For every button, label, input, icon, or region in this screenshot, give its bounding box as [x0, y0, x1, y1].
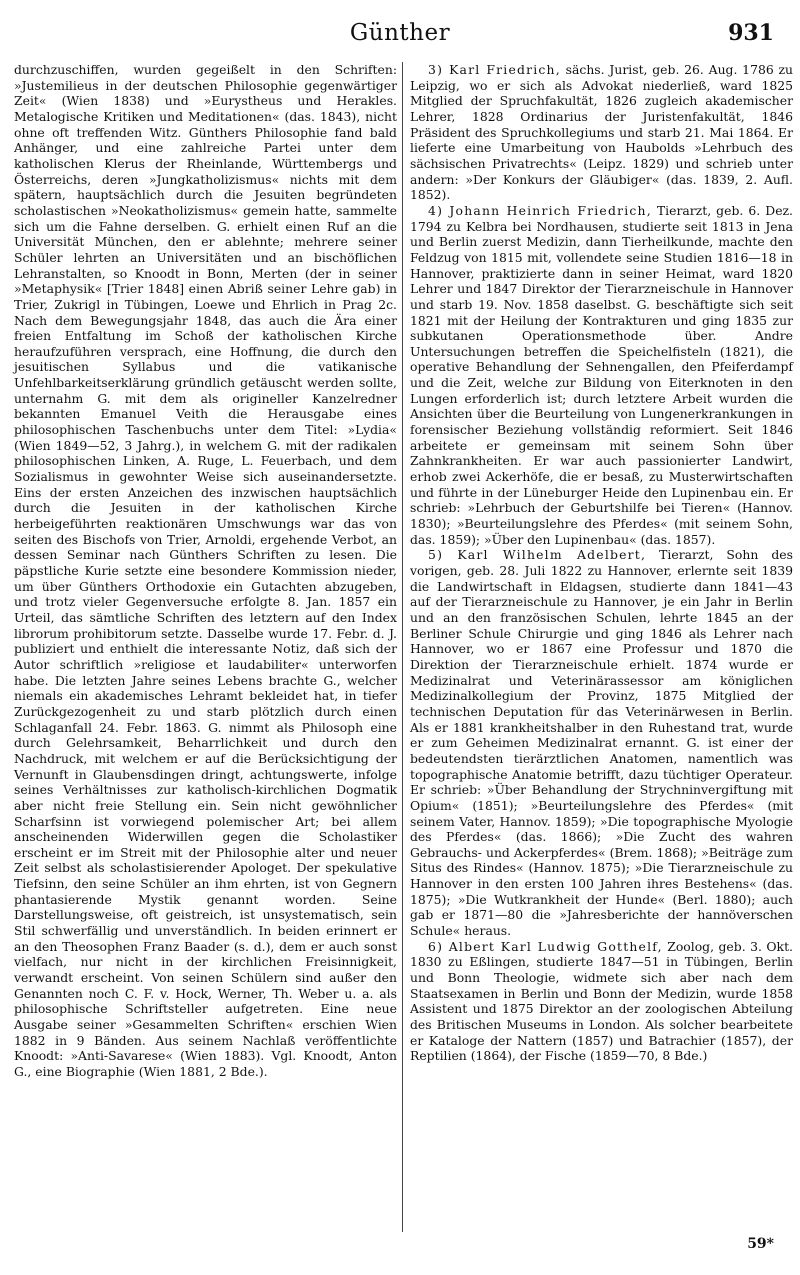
entry-4 — [410, 203, 793, 547]
entry-6-text: Zoolog, geb. 3. Okt. 1830 zu Eßlingen, studierte 1847—51 in Tübingen, Berlin und Bonn Theologie, widmete sich aber nach dem Staatsexamen in Berlin und Bonn der Medizin, wurde 1858 Assistent und 1875 Direktor an der zoologischen Abteilung des Britischen Museums in London. Als solcher bearbeitete er Kataloge der Nattern (1857) und Batrachier (1857), der Reptilien (1864), der Fische (1859—70, 8 Bde.) — [410, 938, 793, 1064]
entry-6-name: 6) Albert Karl Ludwig Gotthelf, — [428, 938, 663, 954]
entry-3-name: 3) Karl Friedrich, — [428, 62, 561, 77]
right-column — [410, 62, 793, 1064]
entry-5 — [410, 547, 793, 938]
entry-6 — [410, 939, 793, 1064]
entry-5-text: Tierarzt, Sohn des vorigen, geb. 28. Juli 1822 zu Hannover, erlernte seit 1839 die Landwirtschaft in Eldagsen, studierte dann 1841—43 auf der Tierarzneischule zu Hannover, je ein Jahr in Berlin und an den französischen Schulen, lehrte 1845 an der Berliner Schule Chirurgie und ging 1846 als Lehrer nach Hannover, wo er 1867 eine Professur und 1870 die Direktion der Tierarzneischule erhielt. 1874 wurde er Medizinalrat und Veterinärassessor am königlichen Medizinalkollegium der Provinz, 1875 Mitglied der technischen Deputation für das Veterinärwesen in Berlin. Als er 1881 krankheitshalber in den Ruhestand trat, wurde er zum Geheimen Medizinalrat ernannt. G. ist einer der bedeutendsten tierärztlichen Anatomen, namentlich was topographische Anatomie betrifft, dazu tüchtiger Operateur. Er schrieb: »Über Behandlung der Strychninvergiftung mit Opium« (1851); »Beurteilungslehre des Pferdes« (mit seinem Vater, Hannov. 1859); »Die topographische Myologie des Pferdes« (das. 1866); »Die Zucht des wahren Gebrauchs- und Ackerpferdes« (Brem. 1868); »Beiträge zum Situs des Rindes« (Hannov. 1875); »Die Tierarzneischule zu Hannover in den ersten 100 Jahren ihres Bestehens« (das. 1875); »Die Wutkrankheit der Hunde« (Berl. 1880); auch gab er 1871—80 die »Jahresberichte der hannöverschen Schule« heraus. — [410, 547, 793, 939]
entry-3 — [410, 62, 793, 203]
signature-mark: 59* — [747, 1236, 774, 1252]
entry-3-text: sächs. Jurist, geb. 26. Aug. 1786 zu Leipzig, wo er sich als Advokat niederließ, ward 1825 Mitglied der Spruchfakultät, 1826 zugleich akademischer Lehrer, 1828 Ordinarius der Juristenfakultät, 1846 Präsident des Spruchkollegiums und starb 21. Mai 1864. Er lieferte eine Umarbeitung von Haubolds »Lehrbuch des sächsischen Privatrechts« (Leipz. 1829) und schrieb unter andern: »Der Konkurs der Gläubiger« (das. 1839, 2. Aufl. 1852). — [410, 62, 793, 203]
entry-4-name: 4) Johann Heinrich Friedrich, — [428, 202, 652, 218]
entry-4-text: Tierarzt, geb. 6. Dez. 1794 zu Kelbra bei Nordhausen, studierte seit 1813 in Jena und Berlin zuerst Medizin, dann Tierheilkunde, machte den Feldzug von 1815 mit, vollendete seine Studien 1816—18 in Hannover, praktizierte dann in seiner Heimat, ward 1820 Lehrer und 1847 Direktor der Tierarzneischule in Hannover und starb 19. Nov. 1858 daselbst. G. beschäftigte sich seit 1821 mit der Heilung der Kontrakturen und ging 1835 zur subkutanen Operationsmethode über. Andre Untersuchungen betreffen die Speichelfisteln (1821), die operative Behandlung der Sehnengallen, den Pfeiferdampf und die Zeit, welche zur Bildung von Eiterknoten in den Lungen erforderlich ist; durch letztere Arbeit wurden die Ansichten über die Beurteilung von Lungenerkrankungen in forensischer Beziehung vollständig reformiert. Seit 1846 arbeitete er gemeinsam mit seinem Sohn über Zahnkrankheiten. Er war auch passionierter Landwirt, erhob zwei Ackerhöfe, die er besaß, zu Musterwirtschaften und führte in der Lüneburger Heide den Lupinenbau ein. Er schrieb: »Lehrbuch der Geburtshilfe bei Tieren« (Hannov. 1830); »Beurteilungslehre des Pferdes« (mit seinem Sohn, das. 1859); »Über den Lupinenbau« (das. 1857). — [410, 202, 793, 547]
running-head-title: Günther — [349, 20, 451, 46]
left-column-text: durchzuschiffen, wurden gegeißelt in den Schriften: »Justemilieus in der deutschen Philosophie gegenwärtiger Zeit« (Wien 1838) und »Eurystheus und Herakles. Metalogische Kritiken und Meditationen« (das. 1843), nicht ohne oft treffenden Witz. Günthers Philosophie fand bald Anhänger, und eine zahlreiche Partei unter dem katholischen Klerus der Rheinlande, Württembergs und Österreichs, deren »Jungkatholizismus« nichts mit dem spätern, hauptsächlich durch die Jesuiten begründeten scholastischen »Neokatholizismus« gemein hatte, sammelte sich um die Fahne derselben. G. erhielt einen Ruf an die Universität München, den er ablehnte; mehrere seiner Schüler lehrten an Universitäten und an bischöflichen Lehranstalten, so Knoodt in Bonn, Merten (der in seiner »Metaphysik« [Trier 1848] einen Abriß seiner Lehre gab) in Trier, Zukrigl in Tübingen, Loewe und Ehrlich in Prag 2c. Nach dem Bewegungsjahr 1848, das auch die Ära einer freien Entfaltung im Schoß der katholischen Kirche heraufzuführen versprach, eine Hoffnung, die durch den jesuitischen Syllabus und die vatikanische Unfehlbarkeitserklärung gründlich getäuscht werden sollte, unternahm G. mit dem als origineller Kanzelredner bekannten Emanuel Veith die Herausgabe eines philosophischen Taschenbuchs unter dem Titel: »Lydia« (Wien 1849—52, 3 Jahrg.), in welchem G. mit der radikalen philosophischen Linken, A. Ruge, L. Feuerbach, und dem Sozialismus in gewohnter Weise sich auseinandersetzte. Eins der ersten Anzeichen des inzwischen hauptsächlich durch die Jesuiten in der katholischen Kirche herbeigeführten reaktionären Umschwungs war das von seiten des Bischofs von Trier, Arnoldi, ergehende Verbot, an dessen Seminar nach Günthers Schriften zu lesen. Die päpstliche Kurie setzte eine besondere Kommission nieder, um über Günthers Orthodoxie ein Gutachten abzugeben, und trotz vieler Gegenversuche erfolgte 8. Jan. 1857 ein Urteil, das sämtliche Schriften des letztern auf den Index librorum prohibitorum setzte. Dasselbe wurde 17. Febr. d. J. publiziert und enthielt die interessante Notiz, daß sich der Autor schriftlich »religiose et laudabiliter« unterworfen habe. Die letzten Jahre seines Lebens brachte G., welcher niemals ein akademisches Lehramt bekleidet hat, in tiefer Zurückgezogenheit zu und starb plötzlich durch einen Schlaganfall 24. Febr. 1863. G. nimmt als Philosoph eine durch Gelehrsamkeit, Beharrlichkeit und durch den Nachdruck, mit welchem er auf die Berücksichtigung der Vernunft in Glaubensdingen dringt, achtungswerte, infolge seines Verhältnisses zur katholisch-kirchlichen Dogmatik aber nicht freie Stellung ein. Sein nicht gewöhnlicher Scharfsinn ist vorwiegend polemischer Art; bei allem anscheinenden Widerwillen gegen die Scholastiker erscheint er im Streit mit der Philosophie alter und neuer Zeit selbst als scholastisierender Apologet. Der spekulative Tiefsinn, den seine Schüler an ihm ehrten, ist von Gegnern phantasierende Mystik genannt worden. Seine Darstellungsweise, oft geistreich, ist unsystematisch, sein Stil schwerfällig und unverständlich. In beiden erinnert er an den Theosophen Franz Baader (s. d.), dem er auch sonst vielfach, nur nicht in der kirchlichen Freisinnigkeit, verwandt erscheint. Von seinen Schülern sind außer den Genannten noch C. F. v. Hock, Werner, Th. Weber u. a. als philosophische Schriftsteller aufgetreten. Eine neue Ausgabe seiner »Gesammelten Schriften« erschien Wien 1882 in 9 Bänden. Aus seinem Nachlaß veröffentlichte Knoodt: »Anti-Savarese« (Wien 1883). Vgl. Knoodt, Anton G., eine Biographie (Wien 1881, 2 Bde.). — [14, 62, 397, 1079]
page-number: 931 — [728, 20, 774, 46]
left-column — [14, 62, 397, 1080]
entry-5-name: 5) Karl Wilhelm Adelbert, — [428, 547, 647, 563]
column-divider — [402, 62, 403, 1232]
running-header — [0, 0, 800, 60]
